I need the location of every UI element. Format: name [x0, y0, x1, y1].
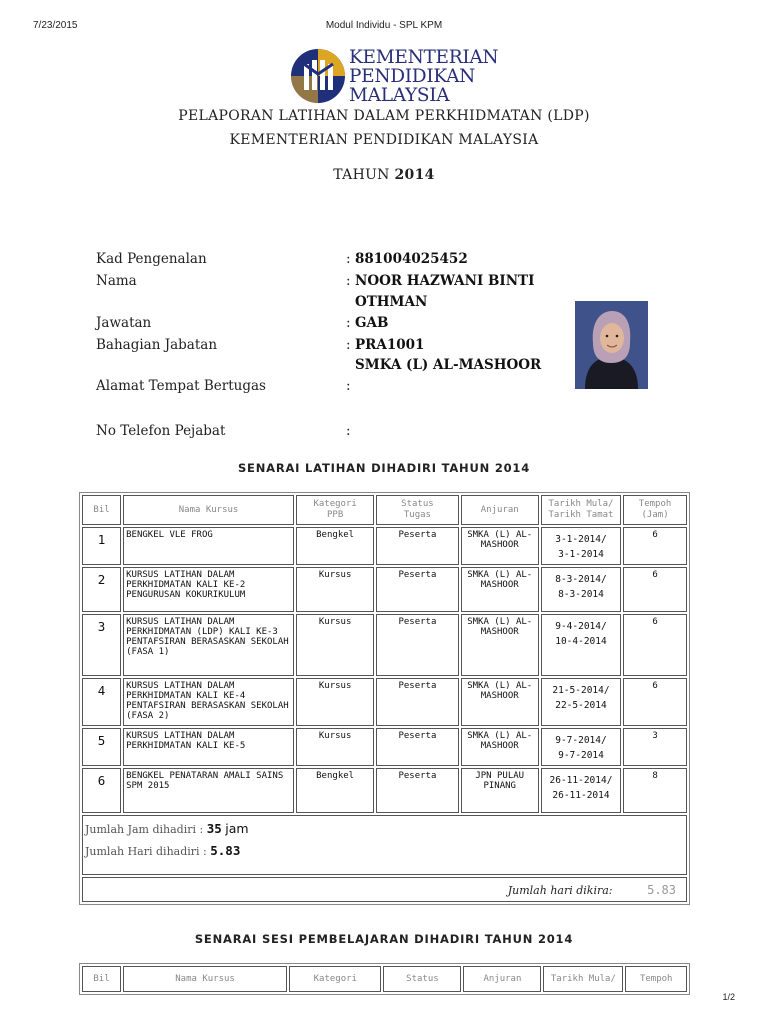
th-nama: Nama Kursus — [123, 495, 294, 525]
th-tarikh: Tarikh Mula/ Tarikh Tamat — [541, 495, 621, 525]
ministry-title: KEMENTERIAN PENDIDIKAN MALAYSIA — [229, 132, 539, 148]
report-title: PELAPORAN LATIHAN DALAM PERKHIDMATAN (LDP) — [178, 108, 590, 124]
total-days: Jumlah Hari dihadiri : 5.83 — [85, 843, 241, 858]
table-row: 5 KURSUS LATIHAN DALAM PERKHIDMATAN KALI KE-5 Kursus Peserta SMKA (L) AL-MASHOOR 9-7-2014/ 9-7-2014 3 — [82, 728, 687, 766]
dept-label: Bahagian Jabatan — [96, 337, 218, 353]
section1-title: SENARAI LATIHAN DIHADIRI TAHUN 2014 — [237, 461, 531, 475]
counted-days-label: Jumlah hari dikira: — [507, 883, 613, 897]
post-value: GAB — [355, 315, 389, 331]
th-tarikh: Tarikh Mula/ — [543, 966, 623, 992]
th-kategori: Kategori PPB — [296, 495, 374, 525]
th-tempoh: Tempoh (Jam) — [623, 495, 687, 525]
th-bil: Bil — [82, 966, 121, 992]
name-label: Nama — [96, 273, 137, 289]
table-header-row — [82, 966, 687, 992]
counted-days-row — [82, 877, 687, 902]
print-title: Modul Individu - SPL KPM — [325, 20, 443, 31]
section2-title: SENARAI SESI PEMBELAJARAN DIHADIRI TAHUN 2014 — [194, 932, 574, 946]
training-table — [79, 492, 690, 905]
th-anjuran: Anjuran — [463, 966, 541, 992]
session-table — [79, 963, 690, 995]
table-header-row — [82, 495, 687, 525]
logo-wordmark: KEMENTERIAN PENDIDIKAN MALAYSIA — [349, 47, 499, 106]
counted-days-value: 5.83 — [647, 882, 676, 897]
post-label: Jawatan — [96, 315, 152, 331]
print-date: 7/23/2015 — [33, 20, 78, 31]
person-photo-icon — [575, 301, 648, 389]
table-row: 3 KURSUS LATIHAN DALAM PERKHIDMATAN (LDP) KALI KE-3 PENTAFSIRAN BERASASKAN SEKOLAH (FASA 1) Kursus Peserta SMKA (L) AL-MASHOOR 9-4-2014/ 10-4-2014 6 — [82, 614, 687, 676]
th-tempoh: Tempoh — [625, 966, 687, 992]
ic-value: 881004025452 — [355, 251, 468, 267]
table-row: 2 KURSUS LATIHAN DALAM PERKHIDMATAN KALI KE-2 PENGURUSAN KOKURIKULUM Kursus Peserta SMKA (L) AL-MASHOOR 8-3-2014/ 8-3-2014 6 — [82, 567, 687, 612]
name-value-line2: OTHMAN — [355, 294, 428, 310]
print-header — [0, 16, 768, 32]
name-value-line1: NOOR HAZWANI BINTI — [355, 273, 535, 289]
year-heading: TAHUN 2014 — [333, 167, 435, 183]
ic-label: Kad Pengenalan — [96, 251, 207, 267]
th-anjuran: Anjuran — [461, 495, 539, 525]
th-status: Status Tugas — [376, 495, 458, 525]
phone-label: No Telefon Pejabat — [96, 423, 226, 439]
th-status: Status — [383, 966, 461, 992]
total-hours: Jumlah Jam dihadiri : 35 jam — [85, 821, 249, 836]
table-row: 4 KURSUS LATIHAN DALAM PERKHIDMATAN KALI KE-4 PENTAFSIRAN BERASASKAN SEKOLAH (FASA 2) Kursus Peserta SMKA (L) AL-MASHOOR 21-5-2014/ 22-5-2014 6 — [82, 678, 687, 726]
dept-school: SMKA (L) AL-MASHOOR — [355, 357, 542, 373]
page-number: 1/2 — [722, 992, 735, 1002]
address-label: Alamat Tempat Bertugas — [96, 378, 266, 394]
th-kategori: Kategori — [289, 966, 381, 992]
profile-photo — [575, 301, 648, 389]
th-bil: Bil — [82, 495, 121, 525]
kpm-logo — [290, 44, 499, 106]
kpm-emblem-icon — [290, 48, 346, 104]
th-nama: Nama Kursus — [123, 966, 287, 992]
table-row: 1 BENGKEL VLE FROG Bengkel Peserta SMKA (L) AL-MASHOOR 3-1-2014/ 3-1-2014 6 — [82, 527, 687, 565]
dept-code: PRA1001 — [355, 337, 425, 353]
table-row: 6 BENGKEL PENATARAN AMALI SAINS SPM 2015 Bengkel Peserta JPN PULAU PINANG 26-11-2014/ 26-11-2014 8 — [82, 768, 687, 813]
summary-row — [82, 815, 687, 875]
